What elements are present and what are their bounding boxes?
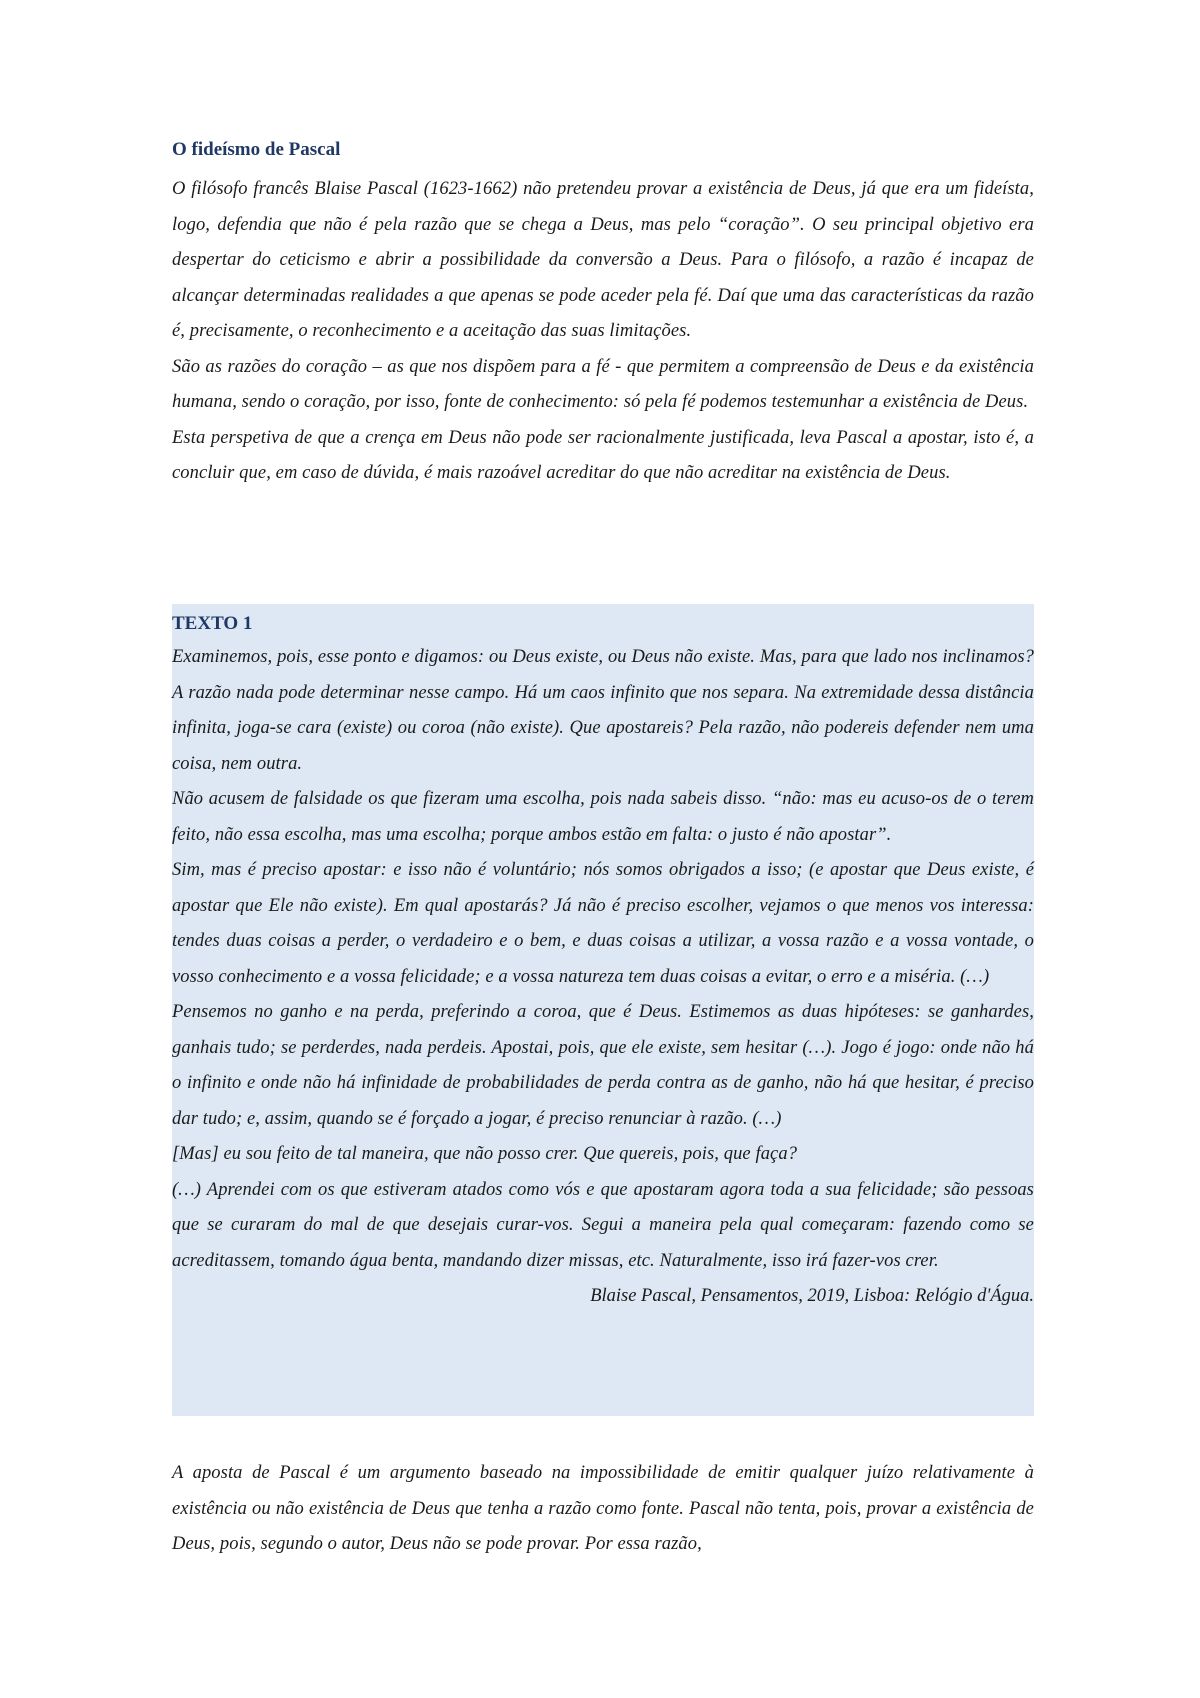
excerpt-paragraph: Sim, mas é preciso apostar: e isso não é voluntário; nós somos obrigados a isso; (e apostar que Deus existe, é apostar que Ele não existe). Em qual apostarás? Já não é preciso escolher, vejamos o que menos vos interessa: tendes duas coisas a perder, o verdadeiro e o bem, e duas coisas a utilizar, a vossa razão e a vossa vontade, o vosso conhecimento e a vossa felicidade; e a vossa natureza tem duas coisas a evitar, o erro e a miséria. (…) xyxy=(172,860,1034,987)
excerpt-paragraph: Não acusem de falsidade os que fizeram uma escolha, pois nada sabeis disso. “não: mas eu acuso-os de o terem feito, não essa escolha, mas uma escolha; porque ambos estão em falta: o justo é não apostar”. xyxy=(172,789,1034,845)
excerpt-title: TEXTO 1 xyxy=(172,613,253,634)
text-1-excerpt xyxy=(172,604,1034,1315)
section-title: O fideísmo de Pascal xyxy=(172,139,341,160)
analysis-paragraph: A aposta de Pascal é um argumento baseado na impossibilidade de emitir qualquer juízo relativamente à existência ou não existência de Deus que tenha a razão como fonte. Pascal não tenta, pois, provar a existência de Deus, pois, segundo o autor, Deus não se pode provar. Por essa razão, xyxy=(172,1463,1034,1554)
intro-section xyxy=(172,138,1034,492)
excerpt-source: Blaise Pascal, Pensamentos, 2019, Lisboa: Relógio d'Água. xyxy=(590,1286,1034,1306)
intro-paragraph: São as razões do coração – as que nos dispõem para a fé - que permitem a compreensão de Deus e da existência humana, sendo o coração, por isso, fonte de conhecimento: só pela fé podemos testemunhar a existência de Deus. xyxy=(172,356,1034,412)
intro-paragraph: O filósofo francês Blaise Pascal (1623-1662) não pretendeu provar a existência de Deus, já que era um fideísta, logo, defendia que não é pela razão que se chega a Deus, mas pelo “coração”. O seu principal objetivo era despertar do ceticismo e abrir a possibilidade da conversão a Deus. Para o filósofo, a razão é incapaz de alcançar determinadas realidades a que apenas se pode aceder pela fé. Daí que uma das características da razão é, precisamente, o reconhecimento e a aceitação das suas limitações. xyxy=(172,179,1034,341)
intro-paragraph: Esta perspetiva de que a crença em Deus não pode ser racionalmente justificada, leva Pascal a apostar, isto é, a concluir que, em caso de dúvida, é mais razoável acreditar do que não acreditar na existência de Deus. xyxy=(172,427,1034,483)
excerpt-paragraph: Pensemos no ganho e na perda, preferindo a coroa, que é Deus. Estimemos as duas hipóteses: se ganhardes, ganhais tudo; se perderdes, nada perdeis. Apostai, pois, que ele existe, sem hesitar (…). Jogo é jogo: onde não há o infinito e onde não há infinidade de probabilidades de perda contra as de ganho, não há que hesitar, é preciso dar tudo; e, assim, quando se é forçado a jogar, é preciso renunciar à razão. (…) xyxy=(172,1002,1034,1129)
excerpt-paragraph: [Mas] eu sou feito de tal maneira, que não posso crer. Que quereis, pois, que faça? xyxy=(172,1144,798,1164)
excerpt-paragraph: Examinemos, pois, esse ponto e digamos: ou Deus existe, ou Deus não existe. Mas, para que lado nos inclinamos? A razão nada pode determinar nesse campo. Há um caos infinito que nos separa. Na extremidade dessa distância infinita, joga-se cara (existe) ou coroa (não existe). Que apostareis? Pela razão, não podereis defender nem uma coisa, nem outra. xyxy=(172,647,1034,774)
analysis-section xyxy=(172,1456,1034,1563)
excerpt-paragraph: (…) Aprendei com os que estiveram atados como vós e que apostaram agora toda a sua felicidade; são pessoas que se curaram do mal de que desejais curar-vos. Segui a maneira pela qual começaram: fazendo como se acreditassem, tomando água benta, mandando dizer missas, etc. Naturalmente, isso irá fazer-vos crer. xyxy=(172,1179,1034,1271)
